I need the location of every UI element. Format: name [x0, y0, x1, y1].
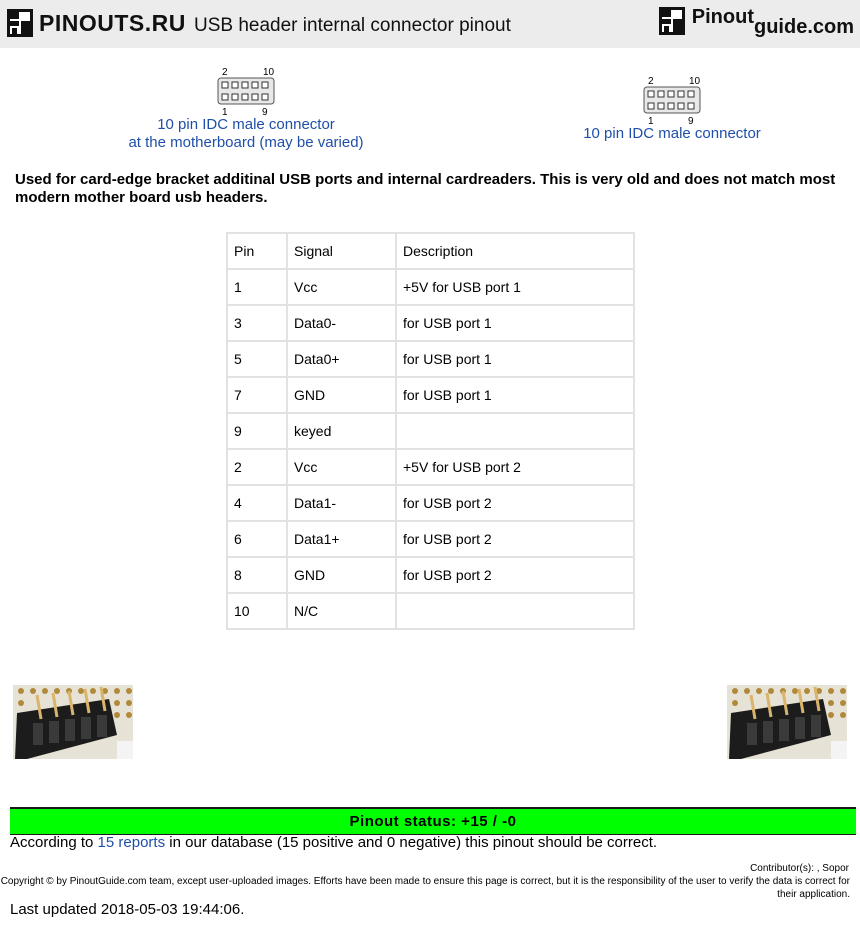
reports-link[interactable]: 15 reports: [97, 834, 166, 851]
pin-cell: 10: [227, 593, 287, 629]
reports-prefix: According to: [10, 834, 98, 851]
reports-suffix: in our database (15 positive and 0 negative) this pinout should be correct.: [165, 834, 658, 851]
pin-label-top-right: 10: [689, 76, 701, 87]
header-photo-icon[interactable]: [13, 685, 133, 759]
reports-text: [10, 834, 657, 852]
table-row: [227, 593, 634, 629]
pin-cell: 5: [227, 341, 287, 377]
signal-cell: Data0-: [287, 305, 396, 341]
table-row: [227, 449, 634, 485]
signal-cell: GND: [287, 557, 396, 593]
table-row: [227, 521, 634, 557]
pin-cell: 9: [227, 413, 287, 449]
signal-cell: Vcc: [287, 269, 396, 305]
connector-caption-1a: 10 pin IDC male connector: [157, 116, 335, 133]
page-title: USB header internal connector pinout: [194, 15, 511, 36]
copyright-notice: Copyright © by PinoutGuide.com team, except user-uploaded images. Efforts have been made to ensure this page is correct, but it is the responsibility of the user to verify the data is correct for their application.: [0, 876, 850, 900]
table-row: [227, 377, 634, 413]
pinout-logo-icon: [6, 8, 34, 38]
pin-label-bottom-right: 9: [688, 116, 694, 125]
last-updated: Last updated 2018-05-03 19:44:06.: [10, 901, 245, 918]
pin-label-bottom-left: 1: [648, 116, 654, 125]
signal-cell: Data0+: [287, 341, 396, 377]
pin-cell: 8: [227, 557, 287, 593]
signal-cell: GND: [287, 377, 396, 413]
connector-caption-1b: at the motherboard (may be varied): [128, 134, 364, 151]
site-logo-text: PINOUTS.RU: [39, 10, 186, 36]
table-row: [227, 557, 634, 593]
signal-cell: Data1+: [287, 521, 396, 557]
table-row: [227, 485, 634, 521]
partner-logo[interactable]: [658, 6, 854, 38]
pinout-status-bar: Pinout status: +15 / -0: [10, 807, 856, 835]
connector-diagram-2: [560, 75, 784, 143]
partner-logo-text-b: guide.com: [753, 16, 854, 38]
header-photo-icon[interactable]: [727, 685, 847, 759]
idc-connector-icon: [211, 66, 281, 116]
pin-cell: 1: [227, 269, 287, 305]
pinout-description: Used for card-edge bracket additinal USB ports and internal cardreaders. This is very old and does not match most modern mother board usb headers.: [15, 171, 836, 206]
pin-label-bottom-right: 9: [262, 107, 268, 116]
pin-label-bottom-left: 1: [222, 107, 228, 116]
idc-connector-icon: [637, 75, 707, 125]
signal-cell: keyed: [287, 413, 396, 449]
description-cell: [396, 413, 634, 449]
pin-cell: 6: [227, 521, 287, 557]
pin-label-top-right: 10: [263, 67, 275, 78]
description-cell: [396, 593, 634, 629]
connector-diagram-1: [128, 66, 364, 152]
site-header: [0, 0, 860, 48]
partner-logo-text-a: Pinout: [691, 6, 754, 28]
table-row: [227, 413, 634, 449]
connector-caption-2: 10 pin IDC male connector: [583, 125, 761, 142]
description-cell: for USB port 2: [396, 557, 634, 593]
table-header-cell: Signal: [287, 233, 396, 269]
description-cell: for USB port 1: [396, 341, 634, 377]
description-cell: +5V for USB port 1: [396, 269, 634, 305]
description-cell: for USB port 2: [396, 521, 634, 557]
signal-cell: Data1-: [287, 485, 396, 521]
pin-cell: 7: [227, 377, 287, 413]
pin-cell: 3: [227, 305, 287, 341]
table-row: [227, 305, 634, 341]
table-row: [227, 341, 634, 377]
pin-cell: 4: [227, 485, 287, 521]
contributors: Contributor(s): , Sopor: [750, 863, 849, 874]
pin-label-top-left: 2: [648, 76, 654, 87]
table-header-cell: Description: [396, 233, 634, 269]
signal-cell: N/C: [287, 593, 396, 629]
description-cell: +5V for USB port 2: [396, 449, 634, 485]
description-cell: for USB port 1: [396, 377, 634, 413]
table-header-row: [227, 233, 634, 269]
pinoutguide-logo-icon: [658, 6, 686, 36]
table-header-cell: Pin: [227, 233, 287, 269]
pin-cell: 2: [227, 449, 287, 485]
description-cell: for USB port 1: [396, 305, 634, 341]
table-row: [227, 269, 634, 305]
pin-label-top-left: 2: [222, 67, 228, 78]
description-cell: for USB port 2: [396, 485, 634, 521]
signal-cell: Vcc: [287, 449, 396, 485]
site-logo[interactable]: [6, 8, 186, 38]
pinout-table: [226, 232, 635, 630]
